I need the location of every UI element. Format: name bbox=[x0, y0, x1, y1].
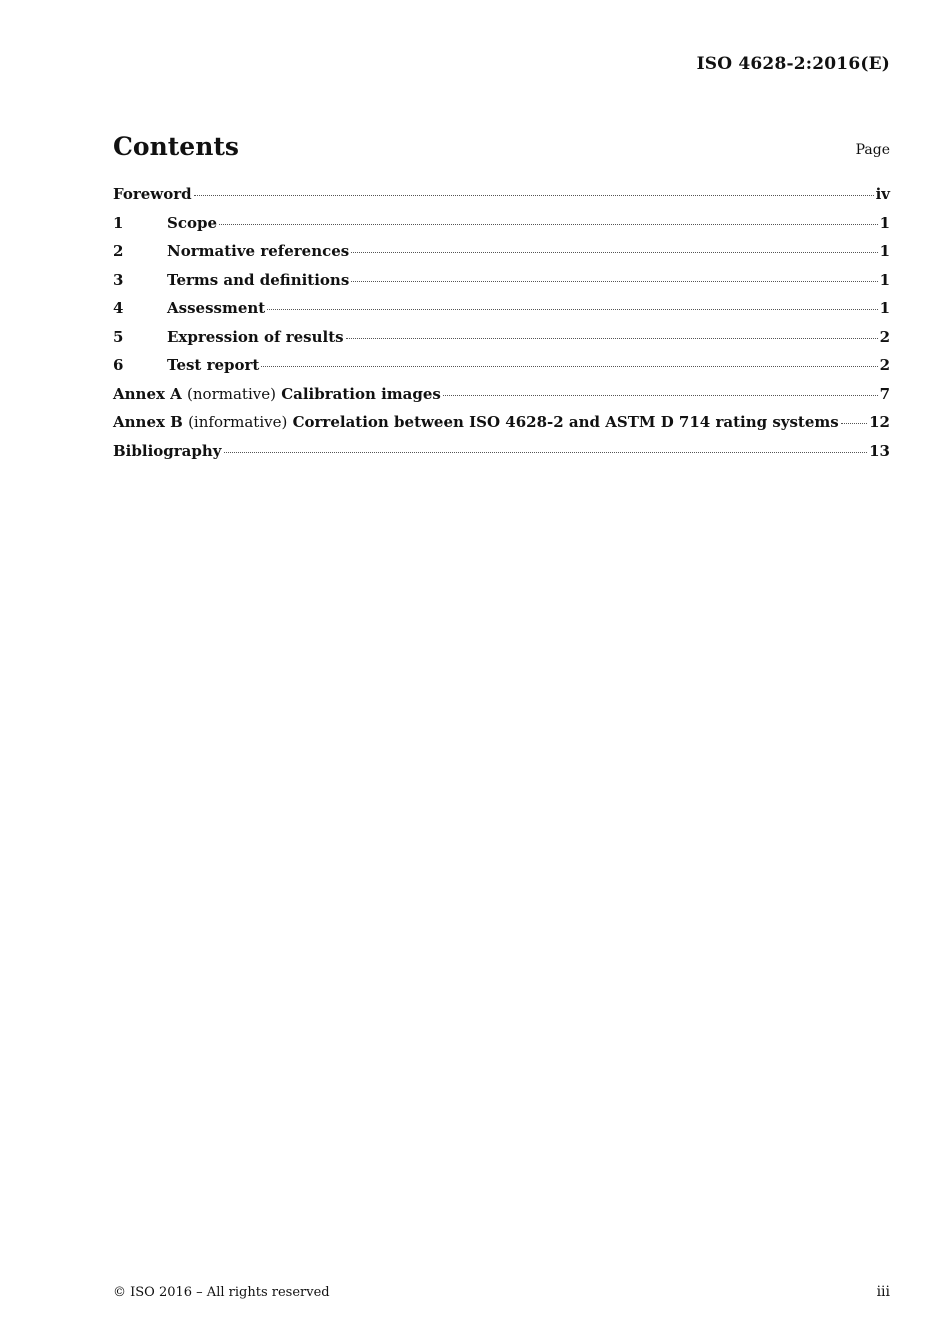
toc-entry-title: Foreword bbox=[113, 185, 192, 203]
toc-entry-number: 1 bbox=[113, 213, 124, 232]
toc-leader-dots bbox=[351, 252, 877, 253]
toc-entry-expression-of-results[interactable] bbox=[113, 328, 890, 357]
toc-entry-page: 1 bbox=[879, 213, 890, 232]
toc-entry-number: 6 bbox=[113, 356, 124, 374]
toc-entry-page: 2 bbox=[879, 327, 890, 346]
toc-leader-dots bbox=[261, 366, 877, 367]
toc-entry-test-report[interactable] bbox=[113, 356, 890, 385]
toc-leader-dots bbox=[224, 452, 868, 453]
toc-entry-title: Scope bbox=[167, 213, 218, 232]
toc-entry-title: Terms and definitions bbox=[167, 270, 350, 289]
toc-entry-title bbox=[113, 413, 839, 431]
toc-leader-dots bbox=[351, 281, 877, 282]
toc-entry-terms-and-definitions[interactable] bbox=[113, 271, 890, 300]
toc-entry-normative-references[interactable] bbox=[113, 242, 890, 271]
toc-leader-dots bbox=[346, 338, 878, 339]
annex-type: (informative) bbox=[188, 413, 288, 431]
toc-entry-page: iv bbox=[875, 185, 890, 203]
toc-leader-dots bbox=[841, 423, 867, 424]
toc-entry-page: 2 bbox=[879, 356, 890, 374]
toc-entry-page: 13 bbox=[869, 441, 890, 460]
page-column-label: Page bbox=[855, 142, 890, 158]
annex-type: (normative) bbox=[187, 384, 276, 403]
toc-entry-scope[interactable] bbox=[113, 214, 890, 243]
toc-entry-number: 4 bbox=[113, 299, 124, 317]
toc-entry-page: 1 bbox=[879, 242, 890, 260]
toc-leader-dots bbox=[194, 195, 874, 196]
toc-entry-title: Bibliography bbox=[113, 441, 222, 460]
toc-entry-title: Normative references bbox=[167, 242, 350, 260]
toc-entry-page: 12 bbox=[869, 413, 890, 431]
annex-label: Annex A bbox=[113, 384, 182, 403]
toc-entry-assessment[interactable] bbox=[113, 299, 890, 328]
toc-entry-title: Test report bbox=[167, 356, 260, 374]
toc-entry-bibliography[interactable] bbox=[113, 442, 890, 471]
toc-entry-title: Expression of results bbox=[167, 327, 344, 346]
toc-leader-dots bbox=[267, 309, 877, 310]
toc-leader-dots bbox=[219, 224, 878, 225]
toc-entry-number: 5 bbox=[113, 327, 124, 346]
annex-title: Correlation between ISO 4628-2 and ASTM D 714 rating systems bbox=[292, 413, 839, 431]
toc-entry-annex-a[interactable] bbox=[113, 385, 890, 414]
toc-entry-page: 1 bbox=[879, 299, 890, 317]
table-of-contents bbox=[113, 185, 890, 470]
toc-entry-page: 1 bbox=[879, 270, 890, 289]
toc-entry-annex-b[interactable] bbox=[113, 413, 890, 442]
toc-entry-foreword[interactable] bbox=[113, 185, 890, 214]
footer-page-number: iii bbox=[876, 1284, 890, 1300]
toc-entry-title: Assessment bbox=[167, 299, 266, 317]
toc-entry-number: 2 bbox=[113, 242, 124, 260]
toc-leader-dots bbox=[443, 395, 878, 396]
contents-heading: Contents bbox=[113, 132, 240, 161]
document-identifier: ISO 4628-2:2016(E) bbox=[696, 54, 890, 74]
toc-entry-page: 7 bbox=[879, 384, 890, 403]
annex-title: Calibration images bbox=[281, 384, 441, 403]
toc-entry-number: 3 bbox=[113, 270, 124, 289]
annex-label: Annex B bbox=[113, 413, 183, 431]
toc-entry-title bbox=[113, 385, 441, 403]
footer-copyright: © ISO 2016 – All rights reserved bbox=[113, 1285, 330, 1300]
